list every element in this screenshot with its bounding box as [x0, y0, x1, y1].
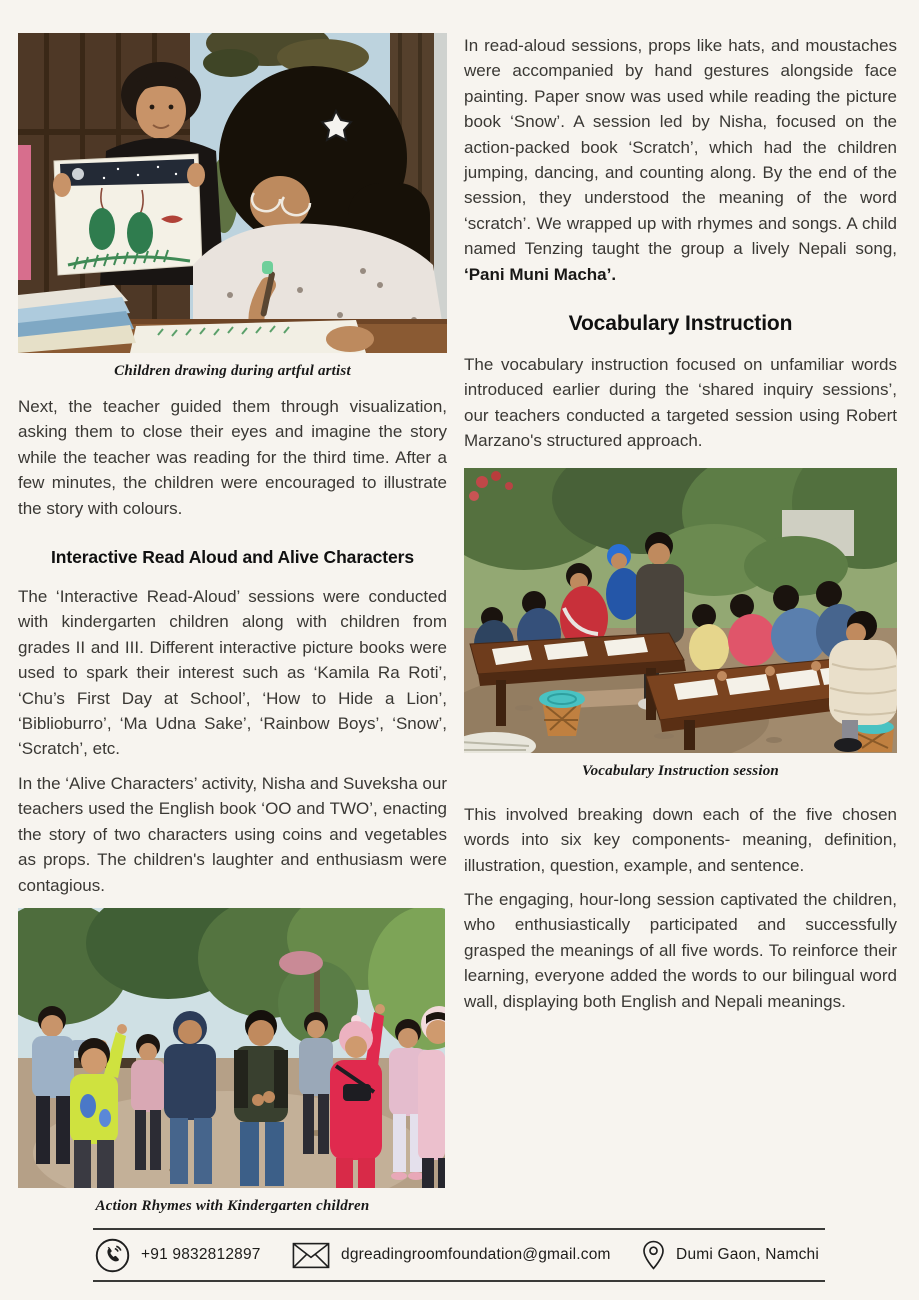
paragraph-read-aloud-text: In read-aloud sessions, props like hats, and moustaches were accompanied by hand gestures alongside face painting. Paper snow was used while reading the picture book ‘Snow’. A session led by Nisha, focused on the action-packed book ‘Scratch’, which had the children jumping, dancing, and counting along. By the end of the session, they understood the meaning of the word ‘scratch’. We wrapped up with rhymes and songs. A child named Tenzing taught the group a lively Nepali song,	[464, 36, 897, 259]
paragraph-visualization: Next, the teacher guided them through visualization, asking them to close their eyes and imagine the story while the teacher was reading for the third time. After a few minutes, the children were encouraged to illustrate the story with colours.	[18, 397, 447, 518]
paragraph-vocab-intro: The vocabulary instruction focused on unfamiliar words introduced earlier during the ‘shared inquiry sessions’, our teachers conducted a targeted session using Robert Marzano's structured approach.	[464, 355, 897, 451]
paragraph-interactive-read-aloud: The ‘Interactive Read-Aloud’ sessions were conducted with kindergarten children along with children from grades II and III. Different interactive picture books were used to spark their interest such as ‘Kamila Ra Roti’, ‘Chu’s First Day at School’, ‘How to Hide a Lion’, ‘Biblioburro’, ‘Ma Udna Sake’, ‘Rainbow Boys’, ‘Snow’, ‘Scratch’, etc.	[18, 587, 447, 759]
footer-location	[642, 1240, 819, 1271]
paragraph-alive-characters: In the ‘Alive Characters’ activity, Nisha and Suveksha our teachers used the English book ‘OO and TWO’, enacting the story of two characters using coins and vegetables as props. The children's laughter and enthusiasm were contagious.	[18, 773, 447, 895]
location-pin-icon	[642, 1240, 665, 1271]
footer-phone	[95, 1238, 261, 1273]
paragraph-components: This involved breaking down each of the five chosen words into six key components- meaning, definition, illustration, question, example, and sentence.	[464, 804, 897, 875]
photo-children-drawing	[18, 33, 447, 353]
photo-action-rhymes	[18, 908, 445, 1188]
photo1-caption: Children drawing during artful artist	[114, 363, 351, 379]
left-column	[18, 33, 447, 1215]
right-column	[464, 33, 897, 1014]
footer-email	[292, 1242, 611, 1269]
paragraph-session-outcome: The engaging, hour-long session captivated the children, who enthusiastically participated and successfully grasped the meanings of all five words. To reinforce their learning, everyone added the words to our bilingual word wall, displaying both English and Nepali meanings.	[464, 889, 897, 1011]
paragraph-read-aloud	[464, 33, 897, 287]
nepali-song-title: ‘Pani Muni Macha’.	[464, 264, 617, 284]
email-icon	[292, 1242, 330, 1269]
heading-vocabulary-instruction: Vocabulary Instruction	[568, 312, 793, 336]
photo-vocabulary-session	[464, 468, 897, 753]
phone-icon	[95, 1238, 130, 1273]
phone-number: +91 9832812897	[141, 1246, 261, 1263]
photo2-caption: Action Rhymes with Kindergarten children	[95, 1197, 370, 1214]
photo3-caption: Vocabulary Instruction session	[582, 762, 779, 779]
heading-interactive-read-aloud: Interactive Read Aloud and Alive Characters	[51, 547, 414, 568]
email-address: dgreadingroomfoundation@gmail.com	[341, 1246, 611, 1263]
location-text: Dumi Gaon, Namchi	[676, 1246, 819, 1263]
contact-footer	[93, 1228, 825, 1282]
